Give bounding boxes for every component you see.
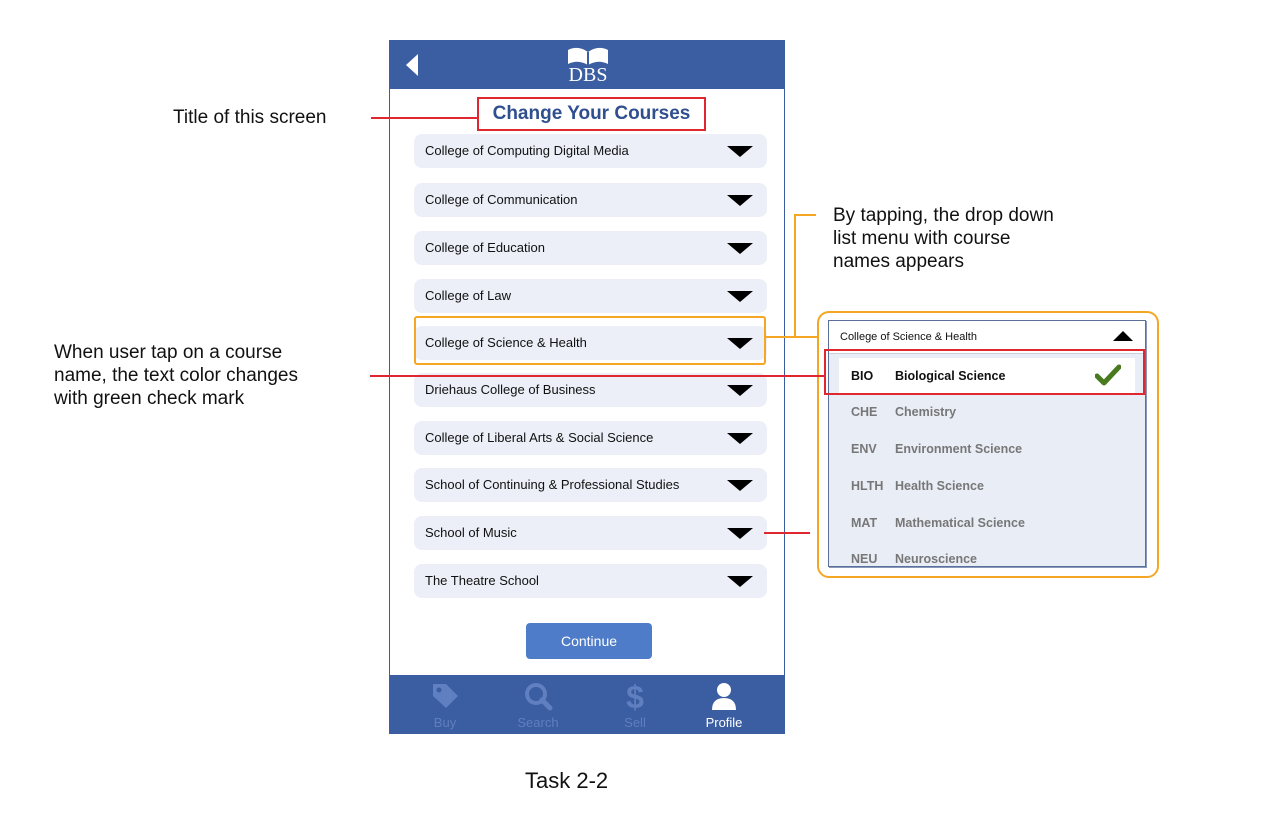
college-row[interactable] bbox=[414, 421, 767, 455]
chevron-down-icon bbox=[727, 433, 753, 444]
selected-item-highlight bbox=[824, 349, 1145, 395]
course-name: Chemistry bbox=[895, 405, 957, 419]
top-bar bbox=[390, 41, 784, 89]
course-code: NEU bbox=[851, 552, 878, 566]
dropdown-annotation-line: By tapping, the drop down bbox=[833, 205, 1054, 226]
search-icon bbox=[523, 681, 553, 711]
college-row[interactable] bbox=[414, 468, 767, 502]
chevron-down-icon bbox=[727, 480, 753, 491]
college-label: College of Liberal Arts & Social Science bbox=[425, 430, 654, 445]
course-code: MAT bbox=[851, 516, 878, 530]
dropdown-leader-v bbox=[794, 214, 796, 338]
app-logo bbox=[564, 44, 612, 86]
dropdown-leader-h1 bbox=[765, 336, 795, 338]
chevron-down-icon bbox=[727, 576, 753, 587]
chevron-down-icon bbox=[727, 195, 753, 206]
course-code: CHE bbox=[851, 405, 878, 419]
course-code: BIO bbox=[851, 369, 874, 383]
college-row[interactable] bbox=[414, 516, 767, 550]
title-leader-line bbox=[371, 117, 477, 119]
course-item[interactable] bbox=[839, 505, 1135, 541]
course-item[interactable] bbox=[839, 468, 1135, 504]
page-title: Change Your Courses bbox=[477, 97, 706, 131]
dropdown-annotation-line: list menu with course bbox=[833, 228, 1011, 249]
course-name: Biological Science bbox=[895, 369, 1006, 383]
course-name: Mathematical Science bbox=[895, 516, 1025, 530]
tab-profile[interactable] bbox=[694, 675, 754, 733]
college-label: Driehaus College of Business bbox=[425, 382, 596, 397]
course-name: Neuroscience bbox=[895, 552, 977, 566]
course-code: HLTH bbox=[851, 479, 884, 493]
tab-buy[interactable] bbox=[415, 675, 475, 733]
chevron-up-icon bbox=[1113, 331, 1133, 341]
college-label: College of Law bbox=[425, 288, 511, 303]
tab-sell[interactable] bbox=[605, 675, 665, 733]
tab-label: Sell bbox=[624, 715, 646, 730]
bottom-tab-bar bbox=[390, 675, 784, 733]
chevron-down-icon bbox=[727, 528, 753, 539]
tap-annotation-line: name, the text color changes bbox=[54, 365, 298, 386]
continue-button[interactable]: Continue bbox=[526, 623, 652, 659]
tap-annotation-line: with green check mark bbox=[54, 388, 245, 409]
tab-label: Search bbox=[517, 715, 559, 730]
college-label: College of Science & Health bbox=[425, 335, 587, 350]
course-code: ENV bbox=[851, 442, 877, 456]
tab-search[interactable] bbox=[508, 675, 568, 733]
chevron-down-icon bbox=[727, 291, 753, 302]
college-label: School of Music bbox=[425, 525, 517, 540]
college-label: College of Education bbox=[425, 240, 545, 255]
course-name: Environment Science bbox=[895, 442, 1023, 456]
dropdown-header-label: College of Science & Health bbox=[840, 331, 977, 343]
tab-label: Profile bbox=[705, 715, 743, 730]
college-row[interactable] bbox=[414, 134, 767, 168]
college-row[interactable] bbox=[414, 373, 767, 407]
logo-text: DBS bbox=[568, 64, 608, 86]
chevron-down-icon bbox=[727, 385, 753, 396]
college-label: College of Communication bbox=[425, 192, 578, 207]
dropdown-leader-h3 bbox=[794, 336, 818, 338]
phone-screen bbox=[389, 40, 785, 734]
college-label: College of Computing Digital Media bbox=[425, 143, 629, 158]
course-name: Health Science bbox=[895, 479, 984, 493]
tab-label: Buy bbox=[433, 715, 457, 730]
college-row[interactable] bbox=[414, 564, 767, 598]
user-icon bbox=[709, 681, 739, 711]
course-item[interactable] bbox=[839, 541, 1135, 567]
music-leader-line bbox=[764, 532, 810, 534]
back-arrow-icon[interactable] bbox=[406, 54, 418, 76]
title-annotation: Title of this screen bbox=[173, 107, 327, 128]
course-item[interactable] bbox=[839, 394, 1135, 430]
tap-annotation bbox=[54, 341, 298, 410]
college-row[interactable] bbox=[414, 231, 767, 265]
svg-text:$: $ bbox=[626, 681, 644, 711]
dropdown-annotation bbox=[833, 204, 1054, 273]
tag-icon bbox=[430, 681, 460, 711]
tap-annotation-line: When user tap on a course bbox=[54, 342, 283, 363]
chevron-down-icon bbox=[727, 146, 753, 157]
chevron-down-icon bbox=[727, 243, 753, 254]
college-row[interactable] bbox=[414, 183, 767, 217]
tapped-row-highlight bbox=[414, 316, 766, 365]
tap-leader-line bbox=[370, 375, 826, 377]
dollar-icon bbox=[620, 681, 650, 711]
college-row[interactable] bbox=[414, 279, 767, 313]
college-label: School of Continuing & Professional Studies bbox=[425, 477, 680, 492]
dropdown-annotation-line: names appears bbox=[833, 251, 964, 272]
course-item[interactable] bbox=[839, 431, 1135, 467]
college-label: The Theatre School bbox=[425, 573, 539, 588]
figure-caption: Task 2-2 bbox=[525, 768, 609, 793]
dropdown-leader-h2 bbox=[794, 214, 816, 216]
